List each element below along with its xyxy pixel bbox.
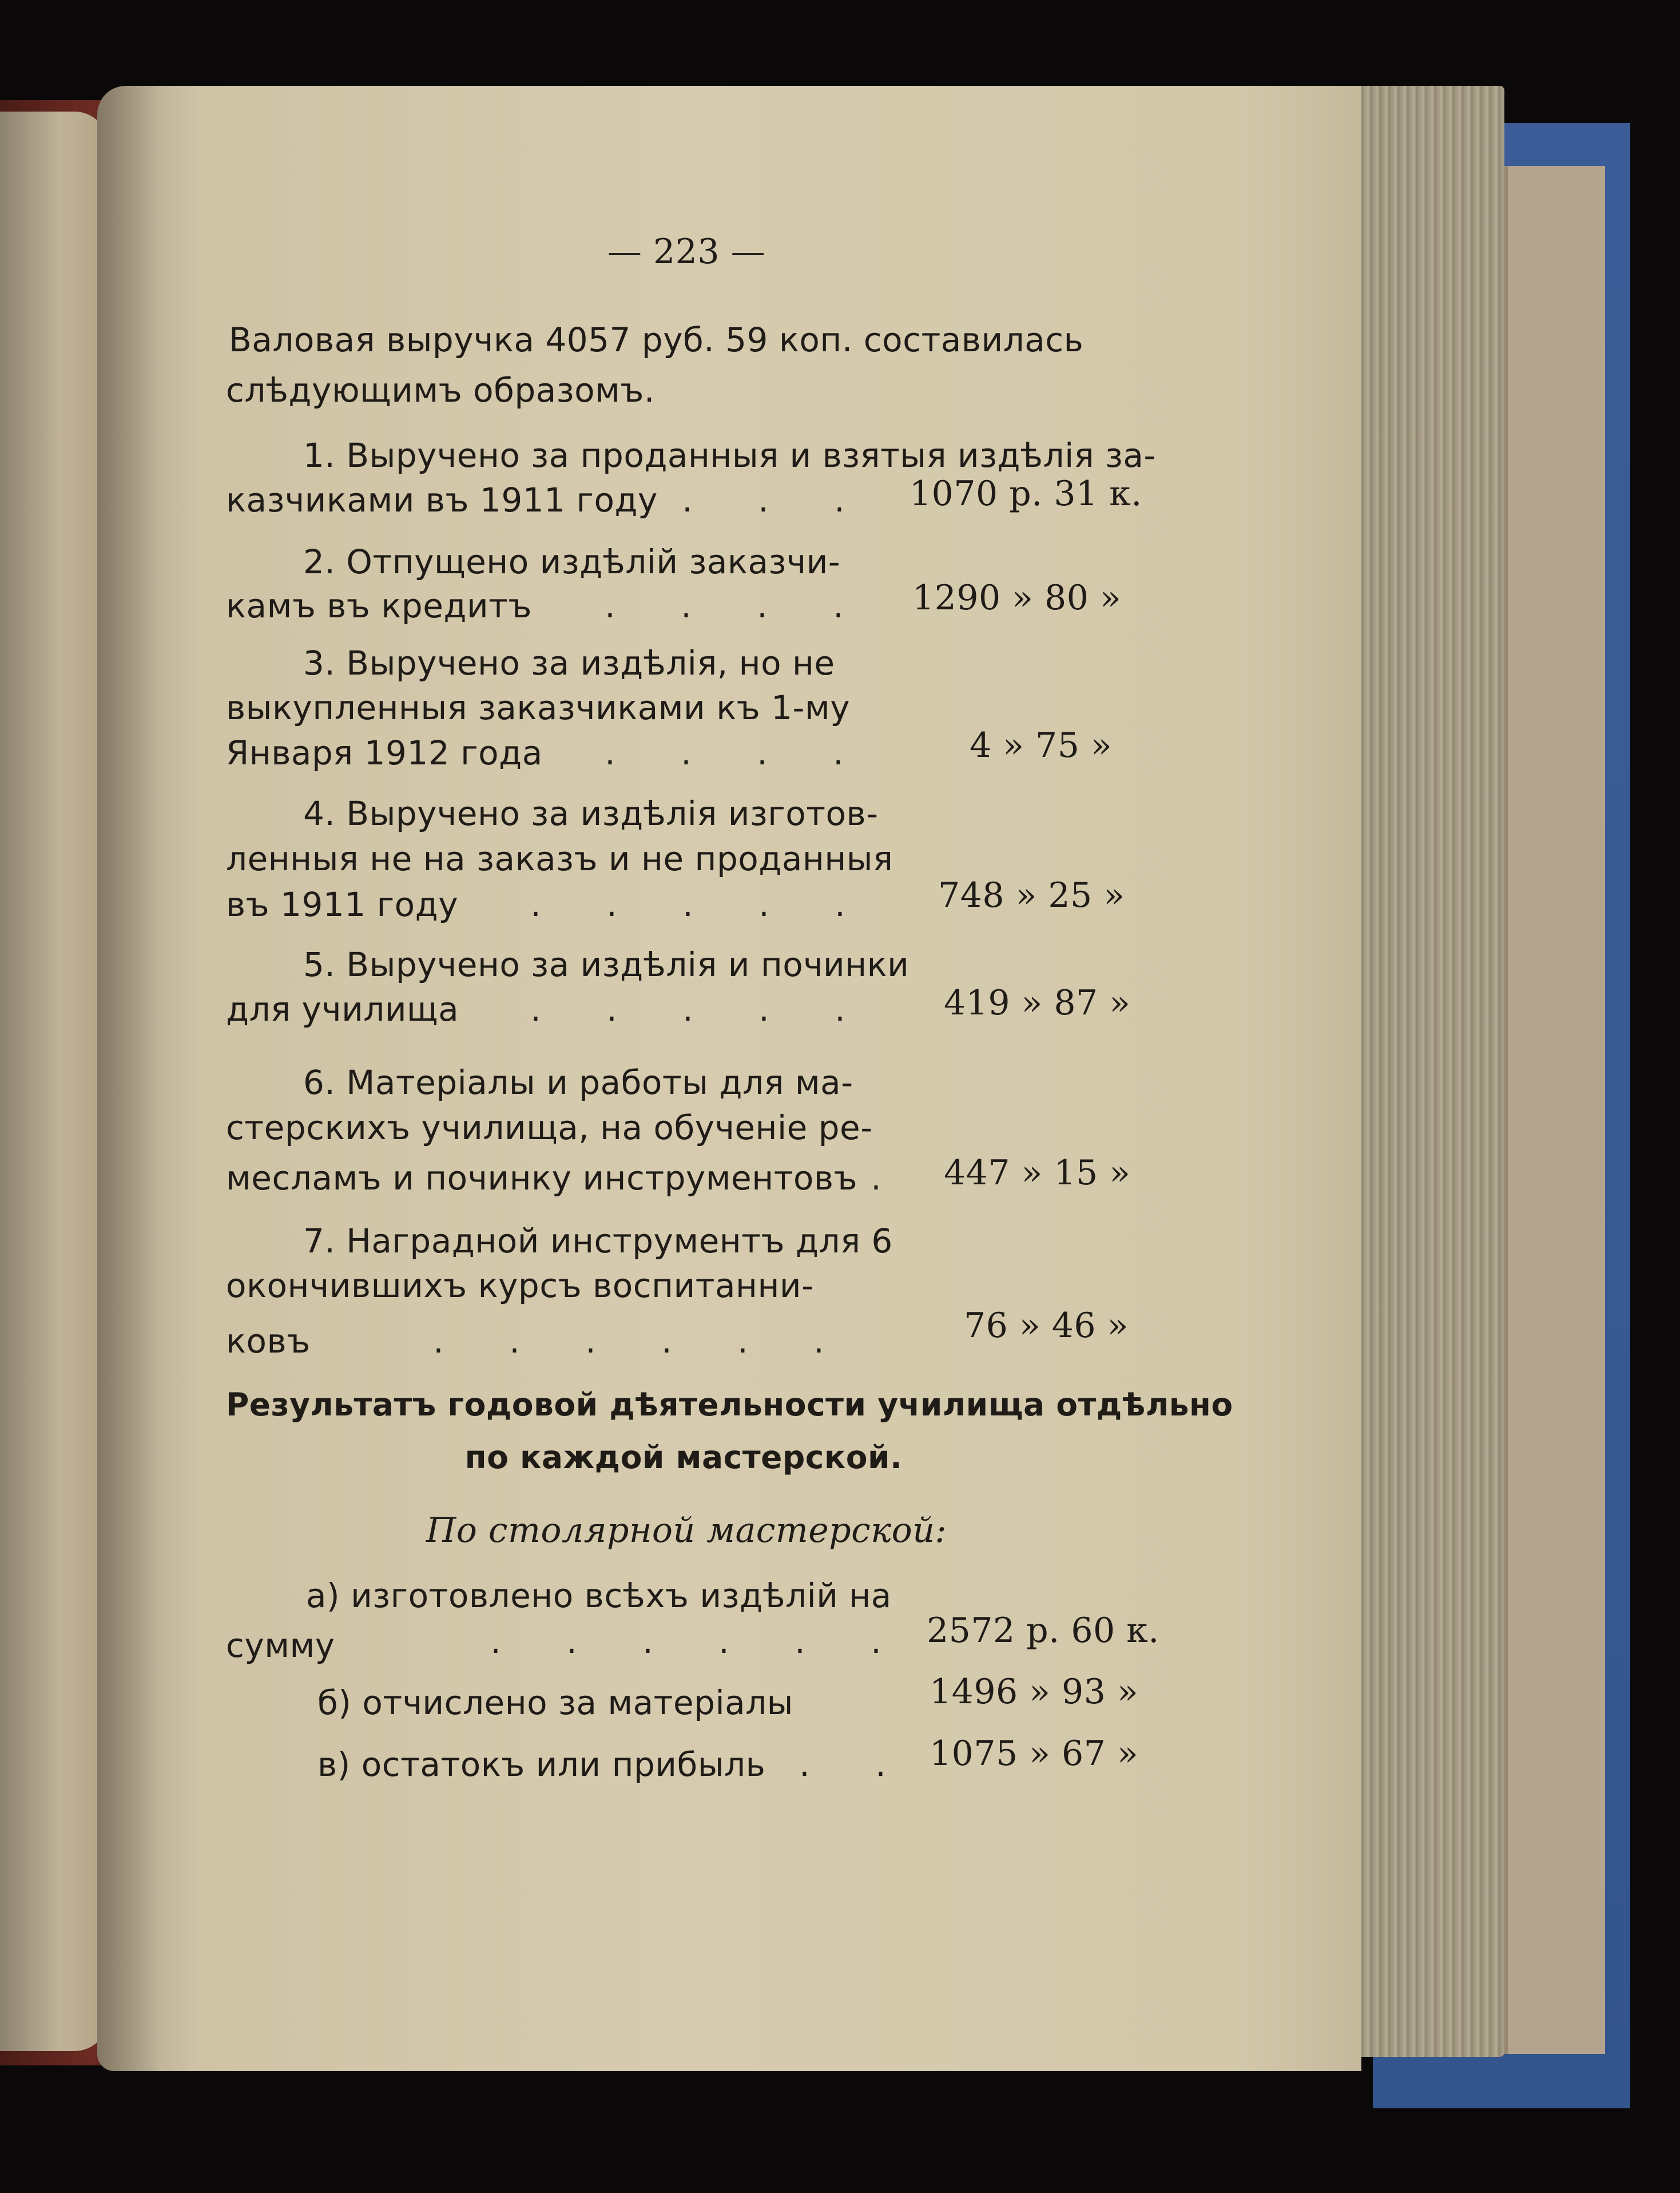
spine-shadow	[97, 86, 160, 2071]
workshop-a-line-2: сумму	[226, 1626, 335, 1665]
back-endpaper	[1504, 166, 1605, 2054]
item-2-amount: 1290 » 80 »	[912, 578, 1122, 618]
page-block-edges	[1356, 86, 1504, 2057]
item-5-line-2: для училища	[226, 990, 459, 1029]
workshop-b-line-1: б) отчислено за матеріалы	[317, 1683, 793, 1722]
item-4-amount: 748 » 25 »	[938, 875, 1125, 915]
item-7-amount: 76 » 46 »	[964, 1306, 1129, 1346]
leader-dots: . . . . .	[530, 885, 845, 924]
leader-dots: . . .	[682, 481, 845, 520]
item-3-line-3: Января 1912 года	[226, 733, 543, 772]
item-2-line-2: камъ въ кредитъ	[226, 586, 532, 625]
workshop-a-amount: 2572 р. 60 к.	[927, 1611, 1159, 1651]
workshop-a-line-1: а) изготовлено всѣхъ издѣлій на	[306, 1576, 892, 1615]
workshop-subheading: По столярной мастерской:	[426, 1510, 947, 1550]
leader-dots: . .	[799, 1745, 886, 1784]
item-4-line-3: въ 1911 году	[226, 885, 459, 924]
leader-dots: . . . .	[605, 733, 844, 772]
leader-dots: . . . .	[605, 586, 844, 625]
item-1-amount: 1070 р. 31 к.	[909, 474, 1142, 514]
item-3-line-2: выкупленныя заказчиками къ 1-му	[226, 688, 851, 727]
item-6-line-2: стерскихъ училища, на обученіе ре-	[226, 1108, 873, 1147]
intro-line-1: Валовая выручка 4057 руб. 59 коп. составилась	[229, 320, 1084, 359]
item-4-line-2: ленныя не на заказъ и не проданныя	[226, 839, 893, 878]
item-1-line-2: казчиками въ 1911 году	[226, 481, 658, 520]
item-5-amount: 419 » 87 »	[944, 983, 1131, 1023]
workshop-c-amount: 1075 » 67 »	[930, 1734, 1139, 1774]
item-3-amount: 4 » 75 »	[970, 725, 1113, 766]
item-6-line-3: месламъ и починку инструментовъ	[226, 1159, 858, 1197]
item-6-line-1: 6. Матеріалы и работы для ма-	[303, 1063, 853, 1102]
leader-dots: .	[871, 1159, 881, 1197]
workshop-c-line-1: в) остатокъ или прибыль	[317, 1745, 766, 1784]
leader-dots: . . . . . .	[490, 1622, 881, 1661]
item-7-line-1: 7. Наградной инструментъ для 6	[303, 1222, 893, 1260]
leader-dots: . . . . .	[530, 990, 845, 1029]
intro-line-2: слѣдующимъ образомъ.	[226, 371, 655, 410]
section-heading-line-1: Результатъ годовой дѣятельности училища отдѣльно	[226, 1386, 1233, 1423]
section-heading-line-2: по каждой мастерской.	[464, 1439, 903, 1476]
item-5-line-1: 5. Выручено за издѣлія и починки	[303, 945, 909, 984]
item-6-amount: 447 » 15 »	[944, 1153, 1131, 1193]
workshop-b-amount: 1496 » 93 »	[930, 1672, 1139, 1712]
item-4-line-1: 4. Выручено за издѣлія изготов-	[303, 794, 879, 833]
item-2-line-1: 2. Отпущено издѣлій заказчи-	[303, 542, 841, 581]
item-7-line-2: окончившихъ курсъ воспитанни-	[226, 1266, 814, 1305]
leader-dots: . . . . . .	[433, 1322, 824, 1361]
page-number: — 223 —	[607, 232, 766, 272]
item-3-line-1: 3. Выручено за издѣлія, но не	[303, 644, 835, 683]
left-page-edge	[0, 112, 109, 2051]
item-1-line-1: 1. Выручено за проданныя и взятыя издѣлія за-	[303, 436, 1156, 475]
item-7-line-3: ковъ	[226, 1322, 311, 1361]
